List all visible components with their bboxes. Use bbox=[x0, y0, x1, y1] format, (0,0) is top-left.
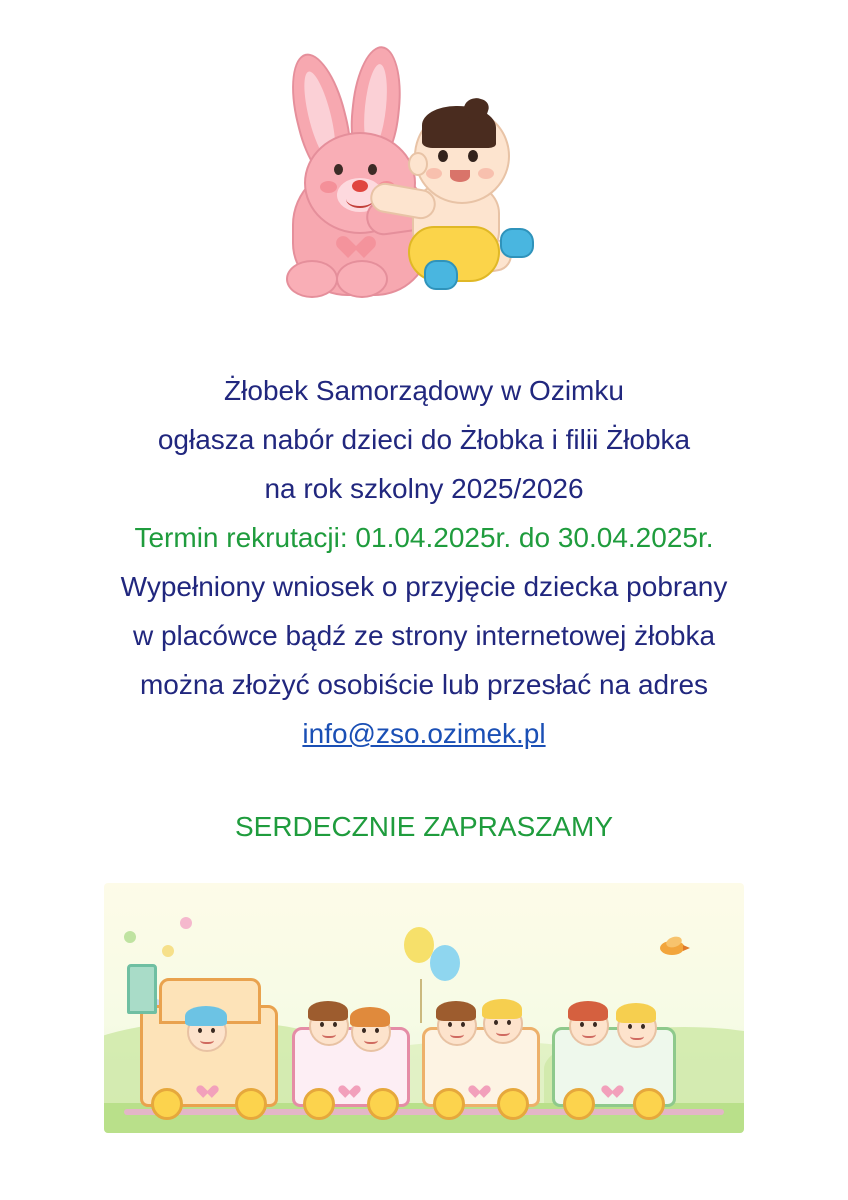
email-link[interactable]: info@zso.ozimek.pl bbox=[302, 718, 546, 749]
train-car bbox=[292, 1027, 410, 1107]
train-car bbox=[422, 1027, 540, 1107]
announcement-line-1: Żłobek Samorządowy w Ozimku bbox=[224, 375, 624, 406]
balloon-icon bbox=[430, 945, 460, 981]
bunny-left-foot-icon bbox=[286, 260, 338, 298]
email-line bbox=[24, 709, 824, 758]
child-head bbox=[617, 1008, 657, 1048]
announcement-line-5: Wypełniony wniosek o przyjęcie dziecka pobrany bbox=[120, 571, 728, 602]
baby-shoe-right-icon bbox=[500, 228, 534, 258]
child-head bbox=[351, 1012, 391, 1052]
train-driver-head bbox=[187, 1012, 227, 1052]
announcement-text bbox=[24, 366, 824, 851]
child-head bbox=[483, 1004, 523, 1044]
balloon-string bbox=[420, 979, 422, 1023]
engine-chimney bbox=[127, 964, 157, 1014]
baby-shoe-left-icon bbox=[424, 260, 458, 290]
flower-icon bbox=[124, 931, 136, 943]
recruitment-period-line: Termin rekrutacji: 01.04.2025r. do 30.04.2025r. bbox=[134, 522, 714, 553]
flower-icon bbox=[180, 917, 192, 929]
train-engine bbox=[140, 1005, 278, 1107]
invitation-line: SERDECZNIE ZAPRASZAMY bbox=[234, 811, 614, 842]
announcement-line-3: na rok szkolny 2025/2026 bbox=[264, 473, 584, 504]
announcement-line-6: w placówce bądź ze strony internetowej żłobka bbox=[132, 620, 716, 651]
announcement-line-7: można złożyć osobiście lub przesłać na adres bbox=[139, 669, 709, 700]
bunny-heart-icon bbox=[346, 232, 372, 256]
bird-icon bbox=[660, 941, 690, 957]
train-car bbox=[552, 1027, 676, 1107]
child-head bbox=[437, 1006, 477, 1046]
bunny-right-foot-icon bbox=[336, 260, 388, 298]
flower-icon bbox=[162, 945, 174, 957]
bunny-baby-illustration bbox=[274, 46, 574, 276]
child-head bbox=[309, 1006, 349, 1046]
announcement-line-2: ogłasza nabór dzieci do Żłobka i filii Żłobka bbox=[157, 424, 691, 455]
baby-head-icon bbox=[414, 108, 510, 204]
child-head bbox=[569, 1006, 609, 1046]
children-train-illustration bbox=[104, 883, 744, 1133]
